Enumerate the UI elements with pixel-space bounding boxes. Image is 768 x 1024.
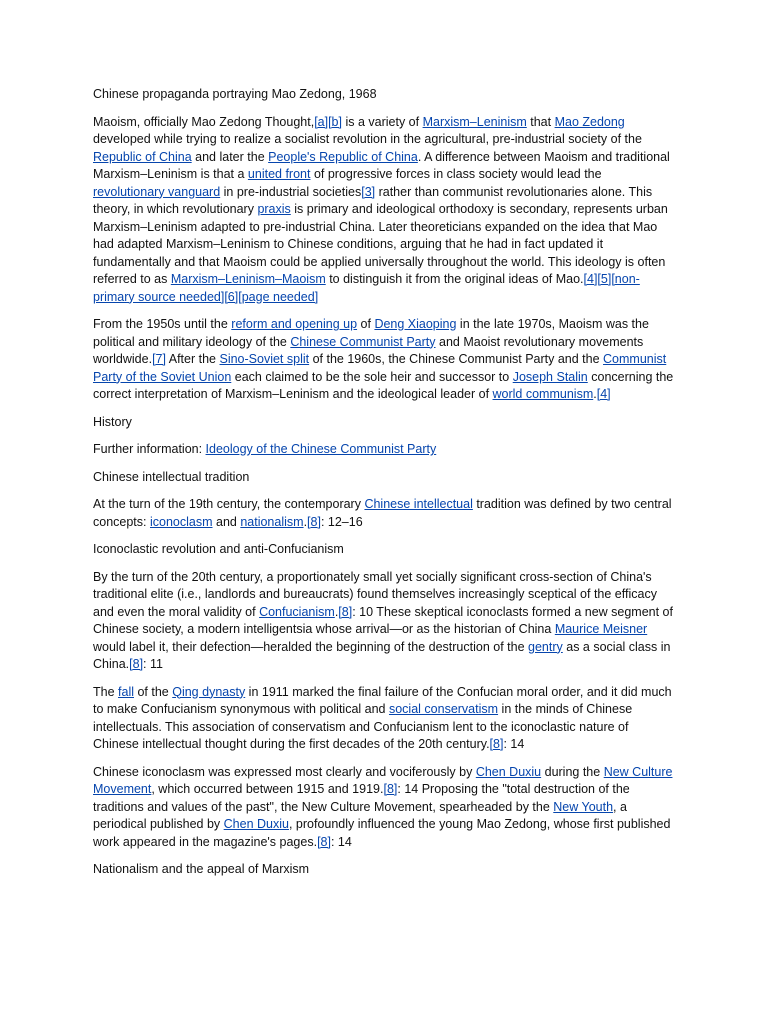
text: . <box>303 514 308 529</box>
page-ref: : 14 <box>503 737 525 751</box>
link-social-conservatism[interactable]: social conservatism <box>388 702 499 716</box>
link-new-youth[interactable]: New Youth <box>553 799 614 814</box>
text: , which occurred between 1915 and 1919. <box>151 782 384 796</box>
page-ref: : 14 <box>330 834 352 849</box>
text: By the turn of the 20th century, a proportionately small yet socially significant cross-section of China's traditional elite (i.e., landlords and bureaucrats) found themselves increasingly sceptical of the efficacy and even the moral validity of <box>93 569 657 619</box>
text: developed while trying to realize a socialist revolution in the agricultural, pre-industrial society of the <box>93 132 642 146</box>
link-gentry[interactable]: gentry <box>528 639 563 654</box>
citation-8[interactable]: [8] <box>129 657 144 671</box>
text: is primary and ideological orthodoxy is secondary, represents urban Marxism–Leninism adapted to pre-industrial China. Later theoreticians expanded on the idea that Mao had adapted Marxism–Leninism to Chinese conditions, arguing that he had in fact updated it fundamentally and that Maoism could be applied universally throughout the world. This ideology is often referred to as <box>93 202 668 286</box>
text: in pre-industrial societies <box>220 184 362 199</box>
text: . <box>593 387 597 401</box>
text: in the late 1970s, Maoism was the political and military ideology of the <box>93 317 649 349</box>
text: of <box>357 317 375 331</box>
link-iconoclasm[interactable]: iconoclasm <box>149 514 213 529</box>
heading-text: History <box>93 414 132 429</box>
further-information <box>93 441 676 459</box>
citation-4[interactable]: [4] <box>596 387 611 401</box>
new-culture-paragraph <box>93 764 676 852</box>
page-ref: : 14 <box>397 782 419 796</box>
text: and later the <box>191 149 269 164</box>
text: of the 1960s, the Chinese Communist Party and the <box>309 352 604 366</box>
text: , profoundly influenced the young Mao Zedong, whose first published work appeared in the magazine's pages. <box>93 817 671 849</box>
citation-8[interactable]: [8] <box>383 782 398 796</box>
link-joseph-stalin[interactable]: Joseph Stalin <box>512 369 588 384</box>
link-revolutionary-vanguard[interactable]: revolutionary vanguard <box>93 184 221 199</box>
link-world-communism[interactable]: world communism <box>492 387 594 401</box>
text: that <box>526 114 555 129</box>
link-cpsu[interactable]: Communist Party of the Soviet Union <box>93 352 667 384</box>
text: and Maoist revolutionary movements worldwide. <box>93 334 644 366</box>
heading-text: Chinese intellectual tradition <box>93 469 250 484</box>
section-heading-history <box>93 414 676 432</box>
link-praxis[interactable]: praxis <box>257 202 291 216</box>
text: during the <box>541 764 604 779</box>
iconoclasts-paragraph <box>93 569 676 674</box>
caption-text: Chinese propaganda portraying Mao Zedong, 1968 <box>93 87 377 101</box>
text: in the minds of Chinese intellectuals. This association of conservatism and Confucianism lent to the iconoclastic nature of Chinese intellectual thought during the first decades of the 20th century. <box>93 702 633 751</box>
text: After the <box>165 352 220 366</box>
text: , a periodical published by <box>93 799 627 831</box>
citation-8[interactable]: [8] <box>489 737 504 751</box>
history-overview-paragraph <box>93 316 676 404</box>
text: would label it, their defection—heralded the beginning of the destruction of the <box>93 639 529 654</box>
citation-3[interactable]: [3] <box>361 184 376 199</box>
link-chen-duxiu[interactable]: Chen Duxiu <box>475 764 542 779</box>
text: and <box>212 514 241 529</box>
link-mao-zedong[interactable]: Mao Zedong <box>554 114 625 129</box>
citation-8[interactable]: [8] <box>338 604 353 619</box>
link-chinese-intellectual[interactable]: Chinese intellectual <box>364 497 473 511</box>
link-united-front[interactable]: united front <box>247 167 311 181</box>
text: Proposing the "total destruction of the traditions and values of the past", the New Culture Movement, spearheaded by the <box>93 782 630 814</box>
link-ideology-ccp[interactable]: Ideology of the Chinese Communist Party <box>205 442 437 456</box>
link-chen-duxiu[interactable]: Chen Duxiu <box>223 817 289 831</box>
section-heading-intellectual-tradition <box>93 469 676 487</box>
link-maurice-meisner[interactable]: Maurice Meisner <box>554 622 648 636</box>
text: is a variety of <box>341 114 423 129</box>
link-sino-soviet-split[interactable]: Sino-Soviet split <box>219 352 310 366</box>
intellectual-tradition-paragraph <box>93 496 676 531</box>
intro-paragraph <box>93 114 676 307</box>
text: tradition was defined by two central concepts: <box>93 497 672 529</box>
link-peoples-republic-of-china[interactable]: People's Republic of China <box>268 149 418 164</box>
text: to distinguish it from the original ideas of Mao. <box>325 272 584 286</box>
text: . <box>334 604 339 619</box>
text: of the <box>134 684 173 699</box>
heading-text: Nationalism and the appeal of Marxism <box>93 862 310 876</box>
citation-8[interactable]: [8] <box>307 514 321 529</box>
further-label: Further information: <box>93 442 206 456</box>
text: each claimed to be the sole heir and successor to <box>231 369 513 384</box>
text: concerning the correct interpretation of Marxism–Leninism and the ideological leader of <box>93 369 674 401</box>
link-confucianism[interactable]: Confucianism <box>259 604 335 619</box>
citation-ab[interactable]: [a][b] <box>314 114 342 129</box>
link-chinese-communist-party[interactable]: Chinese Communist Party <box>290 334 436 349</box>
text: Chinese iconoclasm was expressed most clearly and vociferously by <box>93 764 476 779</box>
text: in 1911 marked the final failure of the Confucian moral order, and it did much to make Confucianism synonymous with political and <box>93 684 672 716</box>
heading-text: Iconoclastic revolution and anti-Confucianism <box>93 542 344 556</box>
text: At the turn of the 19th century, the contemporary <box>93 497 365 511</box>
link-reform-and-opening-up[interactable]: reform and opening up <box>231 317 358 331</box>
text: rather than communist revolutionaries alone. This theory, in which revolutionary <box>93 184 653 216</box>
text: Maoism, officially Mao Zedong Thought, <box>93 114 315 129</box>
page-ref: : 11 <box>143 657 163 671</box>
link-qing-dynasty[interactable]: Qing dynasty <box>172 684 246 699</box>
text: These skeptical iconoclasts formed a new segment of Chinese society, a modern intelligentsia whose arrival—or as the historian of China <box>93 604 673 636</box>
text: From the 1950s until the <box>93 317 232 331</box>
link-fall[interactable]: fall <box>118 684 134 699</box>
text: The <box>93 684 119 699</box>
link-marxism-leninism-maoism[interactable]: Marxism–Leninism–Maoism <box>170 272 326 286</box>
section-heading-nationalism <box>93 861 676 879</box>
link-deng-xiaoping[interactable]: Deng Xiaoping <box>374 317 457 331</box>
page-ref: : 12–16 <box>320 514 363 529</box>
link-new-culture-movement[interactable]: New Culture Movement <box>93 764 673 796</box>
citation-8[interactable]: [8] <box>317 834 331 849</box>
citation-5[interactable]: [5] <box>597 272 612 286</box>
link-republic-of-china[interactable]: Republic of China <box>93 149 192 164</box>
citation-7[interactable]: [7] <box>152 352 166 366</box>
section-heading-iconoclastic <box>93 541 676 559</box>
text: . A difference between Maoism and traditional Marxism–Leninism is that a <box>93 149 670 181</box>
document-body <box>93 86 676 889</box>
link-marxism-leninism[interactable]: Marxism–Leninism <box>422 114 527 129</box>
page-ref: : 10 <box>352 604 374 619</box>
text: of progressive forces in class society would lead the <box>310 167 602 181</box>
qing-fall-paragraph <box>93 684 676 754</box>
citation-6[interactable]: [6] <box>224 289 239 304</box>
citation-non-primary-source-needed[interactable]: [non-primary source needed] <box>93 272 640 304</box>
citation-page-needed[interactable]: [page needed] <box>238 289 319 304</box>
citation-4[interactable]: [4] <box>583 272 598 286</box>
link-nationalism[interactable]: nationalism <box>240 514 304 529</box>
text: as a social class in China. <box>93 639 671 671</box>
image-caption <box>93 86 676 104</box>
